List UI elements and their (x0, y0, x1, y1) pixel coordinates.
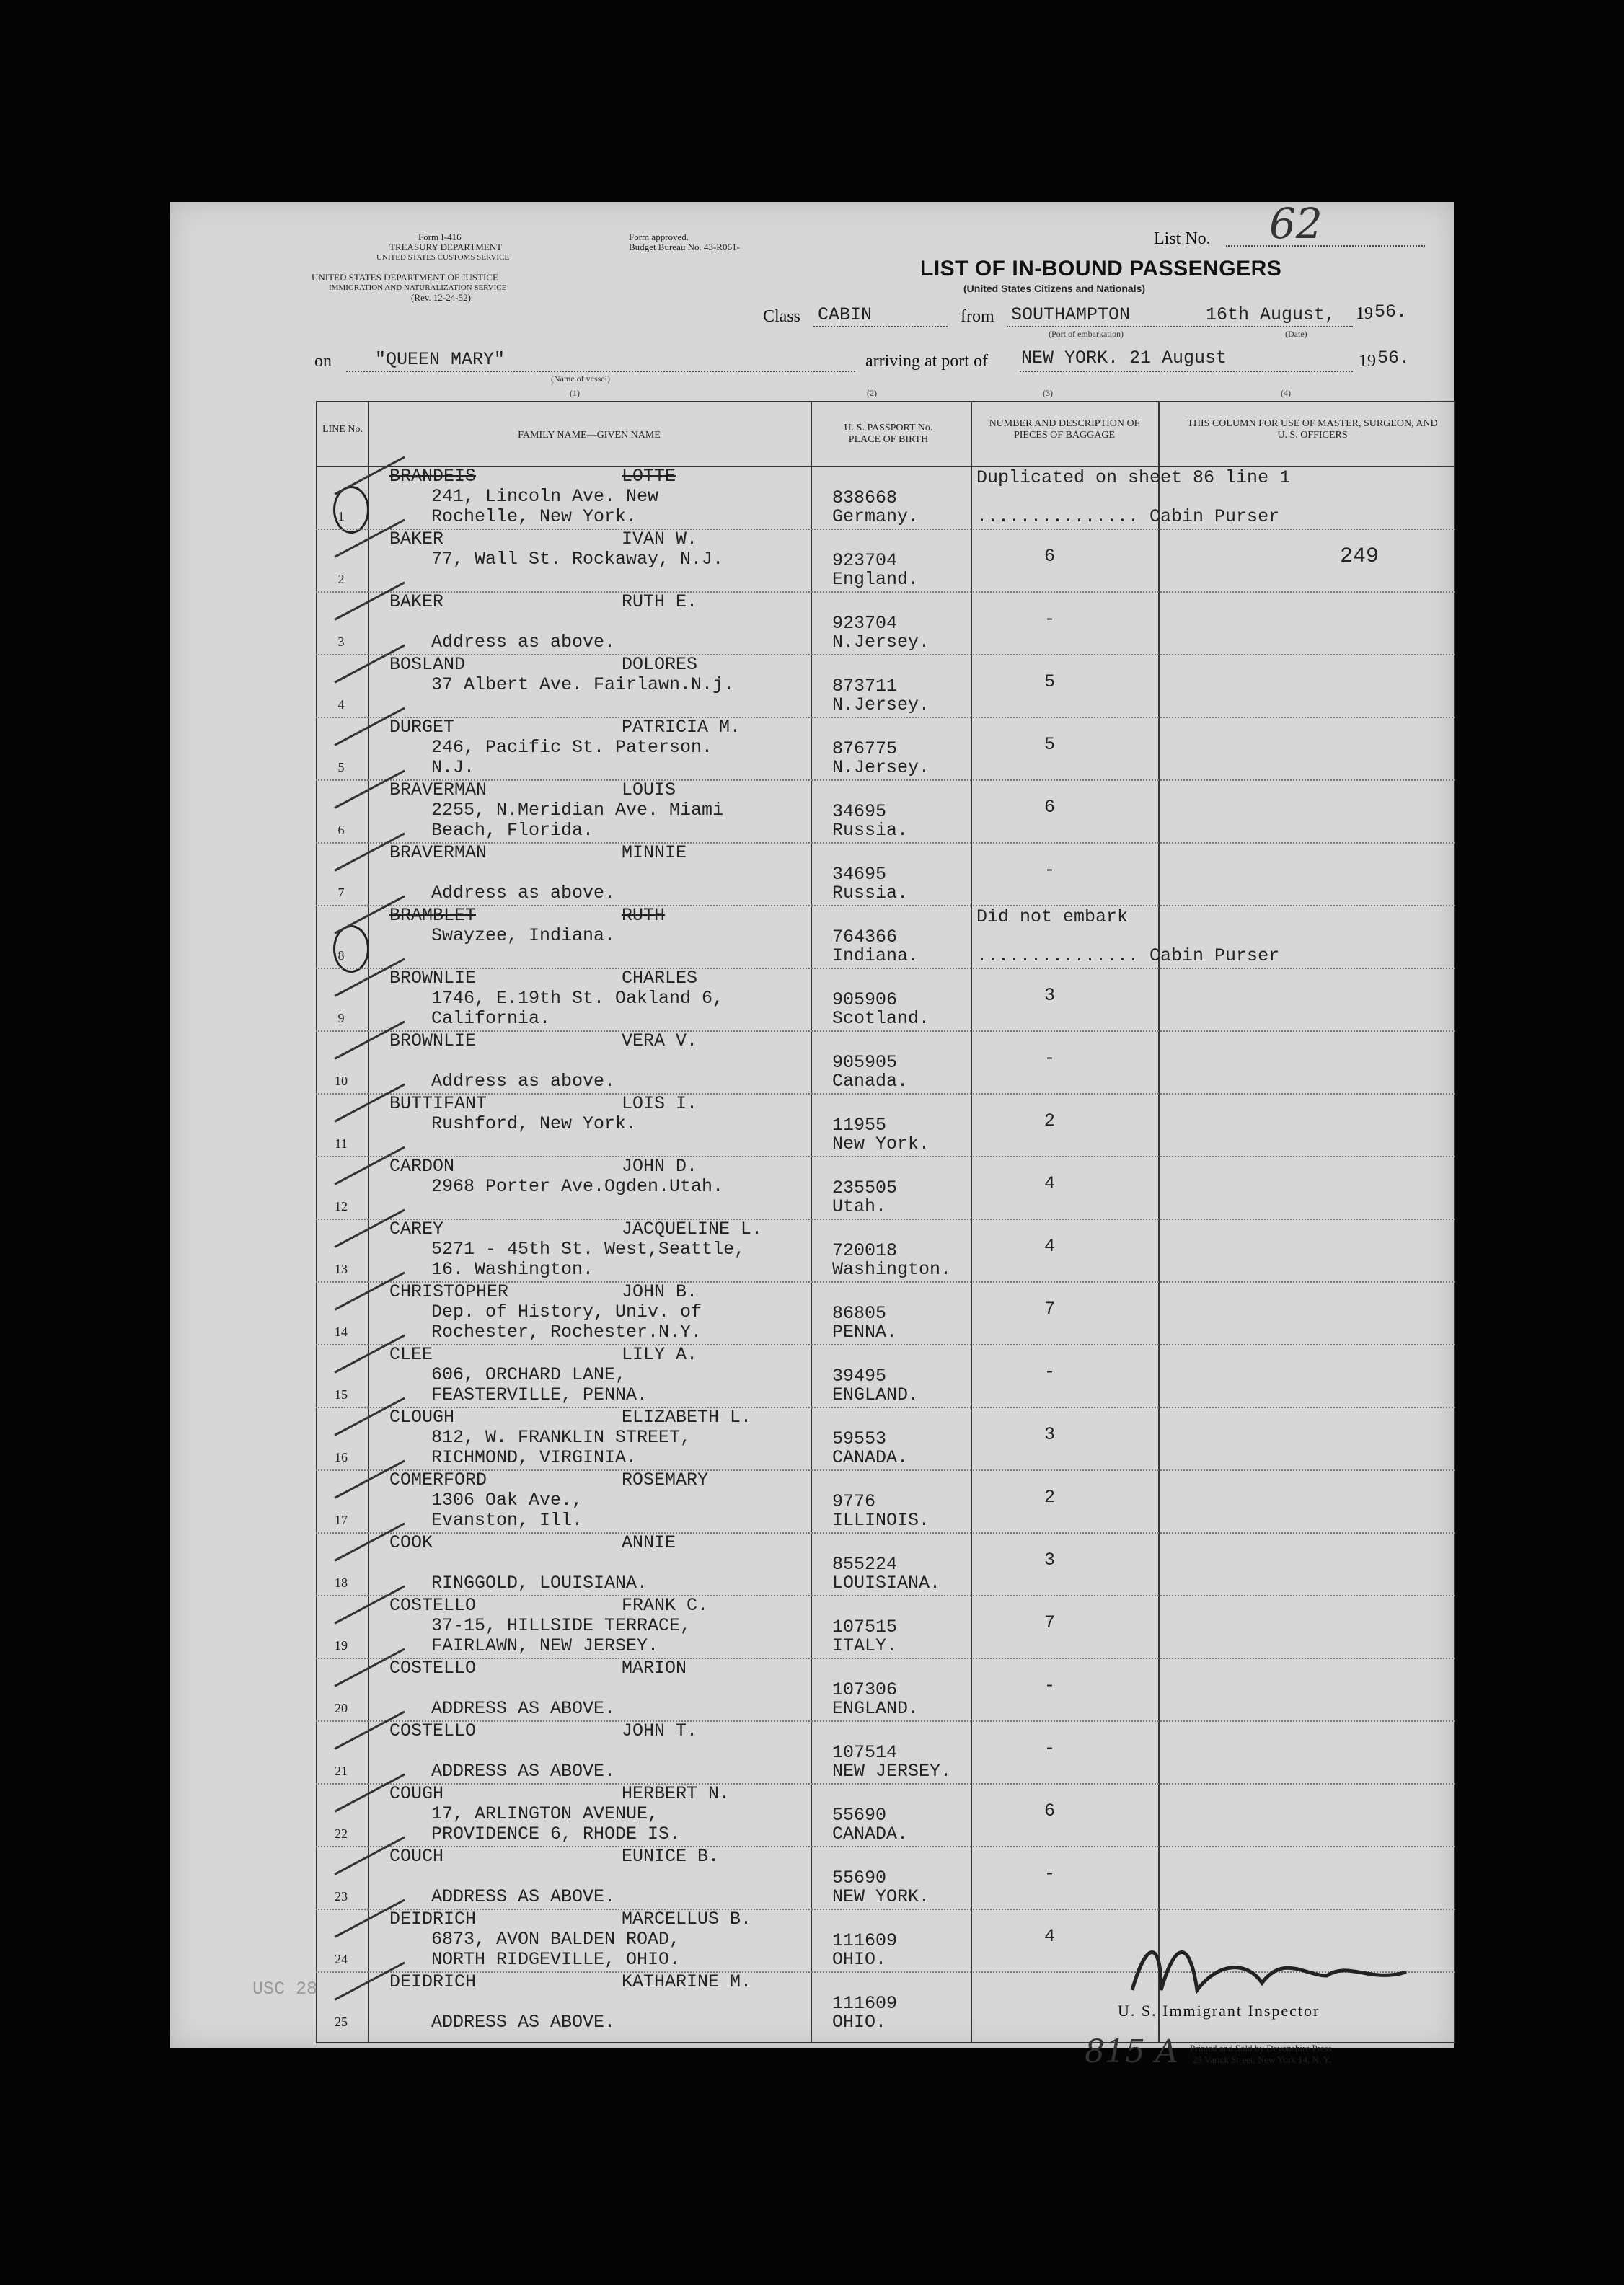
row-divider (316, 591, 1455, 593)
row-divider (316, 1344, 1455, 1345)
address-line-2: ADDRESS AS ABOVE. (431, 2012, 616, 2033)
family-name: DEIDRICH (389, 1971, 477, 1992)
place-of-birth: Washington. (832, 1259, 952, 1280)
given-name: IVAN W. (622, 529, 698, 549)
address-line-2: Evanston, Ill. (431, 1510, 583, 1531)
place-of-birth: Utah. (832, 1196, 887, 1217)
given-name: ELIZABETH L. (622, 1407, 752, 1428)
place-of-birth: PENNA. (832, 1322, 898, 1343)
table-row (316, 905, 1455, 968)
line-number: 2 (337, 572, 345, 586)
table-row (316, 654, 1455, 717)
address-line-1: 2255, N.Meridian Ave. Miami (431, 800, 724, 821)
passport-number: 9776 (832, 1491, 876, 1512)
address-line-1: 241, Lincoln Ave. New (431, 486, 659, 507)
table-row (316, 842, 1455, 905)
address-line-1: Swayzee, Indiana. (431, 925, 616, 946)
passport-number: 55690 (832, 1805, 887, 1826)
passport-number: 34695 (832, 801, 887, 822)
row-divider (316, 968, 1455, 969)
row-divider (316, 905, 1455, 906)
line-number: 6 (337, 823, 345, 837)
given-name: CHARLES (622, 968, 698, 989)
address-line-1: 37 Albert Ave. Fairlawn.N.j. (431, 674, 735, 695)
table-row (316, 1783, 1455, 1846)
place-of-birth: Germany. (832, 506, 919, 527)
address-line-1: 5271 - 45th St. West,Seattle, (431, 1239, 746, 1260)
officer-note: ............... Cabin Purser (976, 945, 1280, 966)
budget-bureau: Budget Bureau No. 43-R061- (629, 242, 740, 252)
passport-number: 55690 (832, 1868, 887, 1888)
row-divider (316, 1219, 1455, 1220)
officer-note: ............... Cabin Purser (976, 506, 1280, 527)
baggage-count: 6 (1044, 1800, 1056, 1821)
row-divider (316, 1846, 1455, 1847)
line-number: 9 (337, 1011, 345, 1025)
address-line-2: PROVIDENCE 6, RHODE IS. (431, 1824, 681, 1844)
table-row (316, 968, 1455, 1030)
row-divider (316, 1532, 1455, 1534)
line-number: 16 (335, 1450, 348, 1464)
printer-line-1: Printed and Sold by Devonshire Press (1190, 2043, 1332, 2054)
given-name: KATHARINE M. (622, 1971, 752, 1992)
given-name: ROSEMARY (622, 1469, 709, 1490)
line-number: 8 (337, 948, 345, 963)
table-row (316, 1469, 1455, 1532)
row-divider (316, 1720, 1455, 1722)
family-name: COSTELLO (389, 1595, 477, 1616)
address-line-2: RINGGOLD, LOUISIANA. (431, 1573, 648, 1594)
place-of-birth: CANADA. (832, 1447, 909, 1468)
officer-note: 249 (1340, 544, 1380, 569)
passport-number: 11955 (832, 1115, 887, 1136)
place-of-birth: CANADA. (832, 1824, 909, 1844)
passport-number: 764366 (832, 927, 898, 947)
place-of-birth: Russia. (832, 820, 909, 841)
baggage-count: 4 (1044, 1173, 1056, 1194)
baggage-count: 6 (1044, 546, 1056, 567)
row-divider (316, 1156, 1455, 1157)
place-of-birth: Scotland. (832, 1008, 930, 1029)
family-name: CHRISTOPHER (389, 1281, 509, 1302)
col-num-4: (4) (1281, 388, 1291, 398)
place-of-birth: OHIO. (832, 1949, 887, 1970)
address-line-2: Address as above. (431, 883, 616, 903)
table-row (316, 1595, 1455, 1658)
col-header-passport: U. S. PASSPORT No. PLACE OF BIRTH (844, 423, 933, 445)
given-name: HERBERT N. (622, 1783, 731, 1804)
table-row (316, 466, 1455, 529)
address-line-1: 6873, AVON BALDEN ROAD, (431, 1929, 681, 1950)
form-approved: Form approved. (629, 231, 689, 242)
usc-stamp: USC 28 (252, 1979, 318, 1999)
line-number: 1 (337, 509, 345, 523)
passport-number: 873711 (832, 676, 898, 697)
line-number: 13 (335, 1262, 348, 1276)
inspector-title: U. S. Immigrant Inspector (1118, 2002, 1320, 2020)
col-header-officers: THIS COLUMN FOR USE OF MASTER, SURGEON, AND U. S. OFFICERS (1187, 418, 1438, 441)
baggage-count: 4 (1044, 1236, 1056, 1257)
table-row (316, 1846, 1455, 1909)
dept-ins: IMMIGRATION AND NATURALIZATION SERVICE (329, 283, 507, 292)
family-name: COOK (389, 1532, 433, 1553)
family-name: BOSLAND (389, 654, 466, 675)
table-row (316, 1344, 1455, 1407)
on-label: on (314, 352, 332, 371)
address-line-2: N.J. (431, 757, 475, 778)
table-row (316, 1219, 1455, 1281)
baggage-count: 6 (1044, 797, 1056, 818)
address-line-2: Rochester, Rochester.N.Y. (431, 1322, 702, 1343)
family-name: COSTELLO (389, 1720, 477, 1741)
given-name: LILY A. (622, 1344, 698, 1365)
row-divider (316, 1595, 1455, 1596)
baggage-count: 2 (1044, 1110, 1056, 1131)
line-number: 4 (337, 697, 345, 712)
dept-treasury: TREASURY DEPARTMENT (389, 242, 503, 252)
address-line-1: 37-15, HILLSIDE TERRACE, (431, 1615, 692, 1636)
family-name: BRAVERMAN (389, 842, 487, 863)
address-line-2: ADDRESS AS ABOVE. (431, 1886, 616, 1907)
family-name: BROWNLIE (389, 1030, 477, 1051)
address-line-1: 606, ORCHARD LANE, (431, 1364, 627, 1385)
address-line-1: 77, Wall St. Rockaway, N.J. (431, 549, 724, 570)
baggage-count: 5 (1044, 671, 1056, 692)
given-name: VERA V. (622, 1030, 698, 1051)
passport-number: 111609 (832, 1993, 898, 2014)
place-of-birth: Indiana. (832, 945, 919, 966)
passport-number: 235505 (832, 1177, 898, 1198)
baggage-count: - (1044, 1361, 1056, 1382)
address-line-1: 812, W. FRANKLIN STREET, (431, 1427, 692, 1448)
baggage-count: 7 (1044, 1612, 1056, 1633)
place-of-birth: ENGLAND. (832, 1384, 919, 1405)
baggage-count: - (1044, 1863, 1056, 1884)
given-name: MINNIE (622, 842, 687, 863)
family-name: BAKER (389, 529, 444, 549)
address-line-2: ADDRESS AS ABOVE. (431, 1698, 616, 1719)
given-name: FRANK C. (622, 1595, 709, 1616)
place-of-birth: England. (832, 569, 919, 590)
arrival-line (1020, 371, 1353, 372)
family-name: CLEE (389, 1344, 433, 1365)
address-line-1: 246, Pacific St. Paterson. (431, 737, 713, 758)
form-number: Form I-416 (418, 231, 462, 242)
year-value-2: 56. (1377, 348, 1411, 368)
given-name: LOIS I. (622, 1093, 698, 1114)
given-name: MARION (622, 1658, 687, 1679)
baggage-count: Did not embark (976, 906, 1129, 927)
passport-number: 34695 (832, 864, 887, 885)
address-line-1: Dep. of History, Univ. of (431, 1301, 702, 1322)
address-line-2: Beach, Florida. (431, 820, 594, 841)
given-name: JOHN B. (622, 1281, 698, 1302)
given-name: LOUIS (622, 779, 676, 800)
table-row (316, 591, 1455, 654)
table-row (316, 1658, 1455, 1720)
passport-number: 838668 (832, 487, 898, 508)
row-divider (316, 1407, 1455, 1408)
baggage-count: 2 (1044, 1487, 1056, 1508)
family-name: DEIDRICH (389, 1909, 477, 1930)
address-line-2: California. (431, 1008, 551, 1029)
passport-number: 923704 (832, 550, 898, 571)
passport-number: 111609 (832, 1930, 898, 1951)
baggage-count: - (1044, 859, 1056, 880)
port-caption: (Port of embarkation) (1049, 329, 1124, 339)
table-row (316, 1532, 1455, 1595)
address-line-2: RICHMOND, VIRGINIA. (431, 1447, 637, 1468)
place-of-birth: Canada. (832, 1071, 909, 1092)
family-name: COMERFORD (389, 1469, 487, 1490)
table-row (316, 717, 1455, 779)
class-value: CABIN (818, 304, 873, 325)
baggage-count: 3 (1044, 1550, 1056, 1570)
address-line-2: FAIRLAWN, NEW JERSEY. (431, 1635, 659, 1656)
family-name: COUCH (389, 1846, 444, 1867)
printer-line-2: 25 Varick Street, New York 14, N. Y. (1193, 2054, 1331, 2065)
passport-number: 876775 (832, 738, 898, 759)
line-number: 12 (335, 1199, 348, 1214)
baggage-count: 3 (1044, 985, 1056, 1006)
line-number: 15 (335, 1387, 348, 1402)
address-line-2: FEASTERVILLE, PENNA. (431, 1384, 648, 1405)
table-row (316, 1720, 1455, 1783)
passport-number: 855224 (832, 1554, 898, 1575)
address-line-2: Address as above. (431, 1071, 616, 1092)
baggage-count: - (1044, 1738, 1056, 1759)
passport-number: 905906 (832, 989, 898, 1010)
family-name: BUTTIFANT (389, 1093, 487, 1114)
col-num-3: (3) (1043, 388, 1053, 398)
baggage-count: 4 (1044, 1926, 1056, 1947)
inspector-signature-mark (1118, 1932, 1421, 2005)
line-number: 17 (335, 1513, 348, 1527)
baggage-count: 5 (1044, 734, 1056, 755)
family-name: BRAMBLET (389, 905, 477, 926)
address-line-2: ADDRESS AS ABOVE. (431, 1761, 616, 1782)
line-number: 5 (337, 760, 345, 774)
given-name: RUTH E. (622, 591, 698, 612)
given-name: EUNICE B. (622, 1846, 720, 1867)
line-number: 7 (337, 885, 345, 900)
class-label: Class (763, 307, 801, 326)
line-number: 21 (335, 1764, 348, 1778)
date-line (1209, 326, 1353, 327)
passport-number: 923704 (832, 613, 898, 634)
family-name: CARDON (389, 1156, 455, 1177)
line-number: 11 (335, 1136, 348, 1151)
given-name: JOHN T. (622, 1720, 698, 1741)
vessel-name: "QUEEN MARY" (375, 349, 506, 370)
arrival-port: NEW YORK. 21 August (1021, 348, 1227, 368)
page-subtitle: (United States Citizens and Nationals) (963, 283, 1146, 294)
line-number: 24 (335, 1952, 348, 1966)
line-number: 3 (337, 635, 345, 649)
vessel-line (346, 371, 855, 372)
line-number: 22 (335, 1826, 348, 1841)
family-name: CAREY (389, 1219, 444, 1239)
col-num-2: (2) (867, 388, 877, 398)
baggage-count: 7 (1044, 1299, 1056, 1320)
table-row (316, 1407, 1455, 1469)
vessel-caption: (Name of vessel) (551, 374, 610, 384)
from-label: from (961, 307, 994, 326)
passport-number: 86805 (832, 1303, 887, 1324)
place-of-birth: OHIO. (832, 2012, 887, 2033)
family-name: BRANDEIS (389, 466, 477, 487)
line-number: 19 (335, 1638, 348, 1653)
given-name: PATRICIA M. (622, 717, 741, 738)
row-divider (316, 654, 1455, 655)
row-divider (316, 1909, 1455, 1910)
page-title: LIST OF IN-BOUND PASSENGERS (920, 257, 1282, 280)
family-name: BRAVERMAN (389, 779, 487, 800)
from-value: SOUTHAMPTON (1011, 304, 1131, 325)
place-of-birth: N.Jersey. (832, 632, 930, 653)
table-row (316, 779, 1455, 842)
date-caption: (Date) (1285, 329, 1307, 339)
address-line-1: 1306 Oak Ave., (431, 1490, 583, 1511)
line-number: 20 (335, 1701, 348, 1715)
baggage-count: 3 (1044, 1424, 1056, 1445)
table-row (316, 1156, 1455, 1219)
list-no-line (1226, 245, 1425, 247)
given-name: ANNIE (622, 1532, 676, 1553)
row-divider (316, 529, 1455, 530)
address-line-2: Address as above. (431, 632, 616, 653)
table-row (316, 1281, 1455, 1344)
address-line-1: 1746, E.19th St. Oakland 6, (431, 988, 724, 1009)
family-name: BAKER (389, 591, 444, 612)
address-line-1: 2968 Porter Ave.Ogden.Utah. (431, 1176, 724, 1197)
line-number: 14 (335, 1325, 348, 1339)
col-header-name: FAMILY NAME—GIVEN NAME (518, 430, 661, 441)
line-number: 18 (335, 1575, 348, 1590)
place-of-birth: Russia. (832, 883, 909, 903)
address-line-2: NORTH RIDGEVILLE, OHIO. (431, 1949, 681, 1970)
given-name: LOTTE (622, 466, 676, 487)
col-header-line-no: LINE No. (322, 424, 363, 435)
line-number: 25 (335, 2015, 348, 2029)
passport-number: 107306 (832, 1679, 898, 1700)
handwritten-code: 815 A (1085, 2033, 1178, 2070)
given-name: DOLORES (622, 654, 698, 675)
place-of-birth: ITALY. (832, 1635, 898, 1656)
family-name: COSTELLO (389, 1658, 477, 1679)
table-row (316, 529, 1455, 591)
passport-number: 107515 (832, 1617, 898, 1637)
passport-number: 39495 (832, 1366, 887, 1387)
row-divider (316, 1030, 1455, 1032)
place-of-birth: NEW JERSEY. (832, 1761, 952, 1782)
passport-number: 905905 (832, 1052, 898, 1073)
class-line (813, 326, 948, 327)
address-line-2: 16. Washington. (431, 1259, 594, 1280)
given-name: RUTH (622, 905, 666, 926)
family-name: BROWNLIE (389, 968, 477, 989)
arriving-label: arriving at port of (865, 352, 988, 371)
place-of-birth: NEW YORK. (832, 1886, 930, 1907)
baggage-count: Duplicated on sheet 86 line 1 (976, 467, 1291, 488)
list-no-value: 62 (1269, 199, 1323, 248)
given-name: MARCELLUS B. (622, 1909, 752, 1930)
year-prefix-1: 19 (1356, 304, 1373, 323)
passport-number: 107514 (832, 1742, 898, 1763)
dept-justice: UNITED STATES DEPARTMENT OF JUSTICE (312, 272, 498, 283)
year-value-1: 56. (1374, 301, 1408, 322)
given-name: JACQUELINE L. (622, 1219, 763, 1239)
col-num-1: (1) (570, 388, 580, 398)
address-line-1: 17, ARLINGTON AVENUE, (431, 1803, 659, 1824)
row-divider (316, 1658, 1455, 1659)
baggage-count: - (1044, 1675, 1056, 1696)
place-of-birth: N.Jersey. (832, 694, 930, 715)
year-prefix-2: 19 (1359, 352, 1376, 371)
row-divider (316, 1783, 1455, 1785)
place-of-birth: New York. (832, 1133, 930, 1154)
col-header-baggage: NUMBER AND DESCRIPTION OF PIECES OF BAGGAGE (989, 418, 1140, 441)
given-name: JOHN D. (622, 1156, 698, 1177)
dept-customs: UNITED STATES CUSTOMS SERVICE (376, 253, 510, 262)
baggage-count: - (1044, 1048, 1056, 1069)
family-name: CLOUGH (389, 1407, 455, 1428)
from-line (1007, 326, 1209, 327)
place-of-birth: ENGLAND. (832, 1698, 919, 1719)
row-divider (316, 717, 1455, 718)
place-of-birth: LOUISIANA. (832, 1573, 941, 1594)
passport-number: 720018 (832, 1240, 898, 1261)
family-name: DURGET (389, 717, 455, 738)
passport-number: 59553 (832, 1428, 887, 1449)
baggage-count: - (1044, 609, 1056, 629)
line-number: 10 (335, 1074, 348, 1088)
line-number: 23 (335, 1889, 348, 1904)
place-of-birth: N.Jersey. (832, 757, 930, 778)
table-row (316, 1030, 1455, 1093)
family-name: COUGH (389, 1783, 444, 1804)
table-row (316, 1093, 1455, 1156)
list-no-label: List No. (1154, 229, 1211, 248)
address-line-2: Rochelle, New York. (431, 506, 637, 527)
form-revision: (Rev. 12-24-52) (411, 292, 471, 303)
place-of-birth: ILLINOIS. (832, 1510, 930, 1531)
address-line-1: Rushford, New York. (431, 1113, 637, 1134)
date-value: 16th August, (1206, 304, 1336, 325)
